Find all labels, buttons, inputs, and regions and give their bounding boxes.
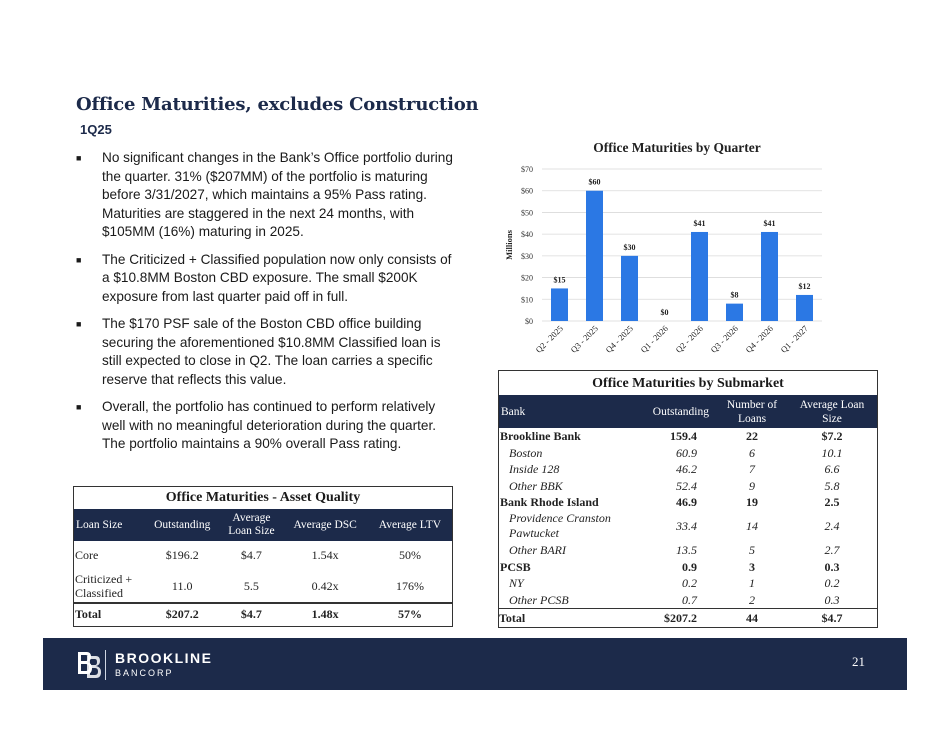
column-header: Bank	[499, 395, 619, 428]
column-header: Average LTV	[368, 509, 452, 541]
submarket-title: Office Maturities by Submarket	[592, 376, 784, 391]
table-cell: 60.9	[676, 445, 697, 460]
column-header: Average DSC	[282, 509, 367, 541]
table-header-row	[499, 395, 877, 428]
submarket-table	[498, 370, 878, 628]
table-cell: Core	[75, 547, 99, 562]
data-label: $41	[693, 218, 706, 228]
table-cell: 14	[746, 518, 758, 533]
table-cell: 5.5	[243, 578, 259, 593]
table-cell: 11.0	[171, 578, 193, 593]
bullet-list	[76, 149, 456, 463]
table-cell: 0.3	[824, 559, 840, 574]
table-row	[74, 541, 452, 569]
page-title: Office Maturities, excludes Construction	[76, 94, 479, 115]
table-cell: 6.6	[824, 462, 840, 477]
table-cell: Bank Rhode Island	[500, 495, 599, 510]
data-label: $60	[588, 177, 601, 187]
table-cell: $7.2	[821, 429, 843, 443]
table-header-row	[74, 509, 452, 541]
bullet-marker: ■	[76, 402, 82, 412]
y-tick-label: $60	[521, 186, 533, 196]
bullet-marker: ■	[76, 319, 82, 329]
column-header: Number of Loans	[717, 395, 787, 428]
table-row	[499, 542, 877, 559]
maturities-chart	[500, 134, 830, 364]
x-tick-label: Q1 - 2026	[638, 323, 670, 355]
submarket-body	[499, 428, 877, 627]
table-cell: 9	[749, 478, 755, 493]
column-header: Outstanding	[619, 395, 717, 428]
asset-quality-grid	[74, 509, 452, 625]
table-cell: 5.8	[824, 478, 840, 493]
table-cell: 0.2	[682, 576, 697, 591]
table-cell: 2.5	[824, 495, 840, 510]
bar	[691, 232, 708, 321]
page-subtitle: 1Q25	[80, 122, 112, 137]
table-row	[74, 569, 452, 603]
y-tick-label: $70	[521, 165, 533, 174]
table-cell: $4.7	[220, 603, 282, 625]
table-row	[499, 445, 877, 462]
table-cell: 10.1	[821, 445, 843, 460]
y-tick-label: $20	[521, 273, 533, 283]
table-cell: 6	[749, 445, 755, 460]
y-tick-label: $50	[521, 208, 533, 218]
x-tick-label: Q3 - 2025	[568, 323, 600, 355]
table-cell: $4.7	[240, 547, 262, 562]
table-row	[499, 592, 877, 609]
table-cell: Other PCSB	[509, 592, 569, 607]
table-cell: 57%	[368, 603, 452, 625]
table-cell: 44	[717, 609, 787, 627]
table-cell: 1.48x	[282, 603, 367, 625]
column-header: Outstanding	[144, 509, 220, 541]
y-tick-label: $10	[521, 295, 533, 305]
table-cell: 159.4	[670, 429, 697, 443]
brand-name: BROOKLINE	[115, 650, 213, 666]
x-tick-label: Q2 - 2025	[533, 323, 565, 355]
table-cell: PCSB	[500, 559, 531, 574]
table-cell: 22	[746, 429, 758, 443]
data-label: $30	[623, 242, 636, 252]
logo-divider	[105, 650, 106, 680]
table-cell: NY	[509, 576, 524, 591]
table-cell: 0.3	[824, 592, 840, 607]
table-cell: $207.2	[619, 609, 717, 627]
bullet-marker: ■	[76, 254, 82, 265]
bullet-item	[76, 315, 456, 389]
brand-subname: BANCORP	[115, 668, 174, 678]
table-row	[499, 511, 877, 542]
bullet-text: The $170 PSF sale of the Boston CBD office building securing the aforementioned $10.8MM Classified loan is still expected to close in Q2. The loan carries a specific reserve that reflects this value.	[102, 316, 441, 387]
bullet-text: Overall, the portfolio has continued to perform relatively well with no meaningful deterioration during the quarter. The portfolio maintains a 90% overall Pass rating.	[102, 399, 437, 451]
y-axis-label: Millions	[504, 230, 514, 260]
x-tick-label: Q3 - 2026	[708, 323, 740, 355]
table-cell: $4.7	[787, 609, 877, 627]
table-cell: 0.2	[824, 576, 840, 591]
bullet-item	[76, 251, 456, 307]
table-cell: $207.2	[144, 603, 220, 625]
table-cell: 33.4	[676, 518, 697, 533]
table-cell: 1	[749, 576, 755, 591]
brookline-logo-icon	[76, 650, 102, 680]
table-cell: 176%	[395, 578, 424, 593]
table-cell: Boston	[509, 445, 543, 460]
table-cell: Total	[74, 603, 144, 625]
table-row	[499, 494, 877, 511]
asset-quality-table	[73, 486, 453, 627]
table-cell: 2.7	[824, 542, 840, 557]
table-cell: 46.2	[676, 462, 697, 477]
column-header: Loan Size	[74, 509, 144, 541]
bar	[761, 232, 778, 321]
table-cell: 2.4	[824, 518, 840, 533]
bar	[551, 288, 568, 321]
y-tick-label: $30	[521, 251, 533, 261]
table-total-row	[499, 609, 877, 627]
table-cell: Criticized + Classified	[75, 571, 133, 600]
x-tick-label: Q4 - 2026	[743, 323, 775, 355]
table-cell: 52.4	[676, 478, 697, 493]
table-cell: 19	[746, 495, 758, 510]
column-header: Average Loan Size	[220, 509, 282, 541]
table-cell: 1.54x	[311, 547, 339, 562]
maturities-chart-svg	[500, 134, 830, 364]
table-cell: 0.9	[682, 559, 697, 574]
table-cell: Inside 128	[509, 462, 560, 477]
bullet-text: The Criticized + Classified population now only consists of a $10.8MM Boston CBD exposure. The small $200K exposure from last quarter paid off in full.	[102, 251, 452, 304]
data-label: $15	[553, 275, 566, 285]
x-tick-label: Q4 - 2025	[603, 323, 635, 355]
table-row	[499, 559, 877, 576]
table-cell: 13.5	[676, 542, 697, 557]
table-cell: 0.42x	[311, 578, 339, 593]
data-label: $12	[798, 281, 811, 291]
table-row	[499, 461, 877, 478]
submarket-grid	[499, 395, 877, 627]
bar	[796, 295, 813, 321]
table-cell: 3	[749, 559, 755, 574]
table-row	[499, 575, 877, 592]
page-number: 21	[852, 654, 865, 669]
bullet-item	[76, 398, 456, 454]
x-tick-label: Q1 - 2027	[778, 323, 810, 355]
x-tick-label: Q2 - 2026	[673, 323, 705, 355]
bullet-item	[76, 149, 456, 242]
bar	[621, 256, 638, 321]
y-tick-label: $40	[521, 230, 533, 240]
table-row	[499, 428, 877, 445]
chart-title: Office Maturities by Quarter	[593, 140, 761, 155]
bar	[726, 304, 743, 321]
bullet-text: No significant changes in the Bank’s Office portfolio during the quarter. 31% ($207MM) of the portfolio is maturing before 3/31/2027, which maintains a 95% Pass rating. Maturities are staggered in the next 24 months, with $105MM (16%) maturing in 2025.	[102, 150, 453, 239]
table-cell: 46.9	[676, 495, 697, 510]
table-cell: Other BARI	[509, 542, 566, 557]
data-label: $0	[660, 308, 669, 317]
table-cell: $196.2	[165, 547, 199, 562]
footer-bar	[43, 638, 907, 690]
table-total-row	[74, 603, 452, 625]
data-label: $41	[763, 218, 776, 228]
bar	[586, 191, 603, 321]
table-row	[499, 478, 877, 495]
bullet-marker: ■	[76, 153, 82, 163]
table-cell: Providence Cranston Pawtucket	[509, 511, 611, 541]
table-cell: 50%	[398, 547, 421, 562]
table-cell: Brookline Bank	[500, 429, 581, 443]
table-cell: Total	[499, 609, 619, 627]
table-cell: 0.7	[682, 592, 697, 607]
asset-quality-title: Office Maturities - Asset Quality	[165, 490, 361, 505]
column-header: Average Loan Size	[787, 395, 877, 428]
y-tick-label: $0	[525, 317, 533, 326]
table-cell: 5	[749, 542, 755, 557]
table-cell: Other BBK	[509, 478, 563, 493]
data-label: $8	[730, 290, 739, 300]
table-cell: 2	[749, 592, 755, 607]
table-cell: 7	[749, 462, 755, 477]
